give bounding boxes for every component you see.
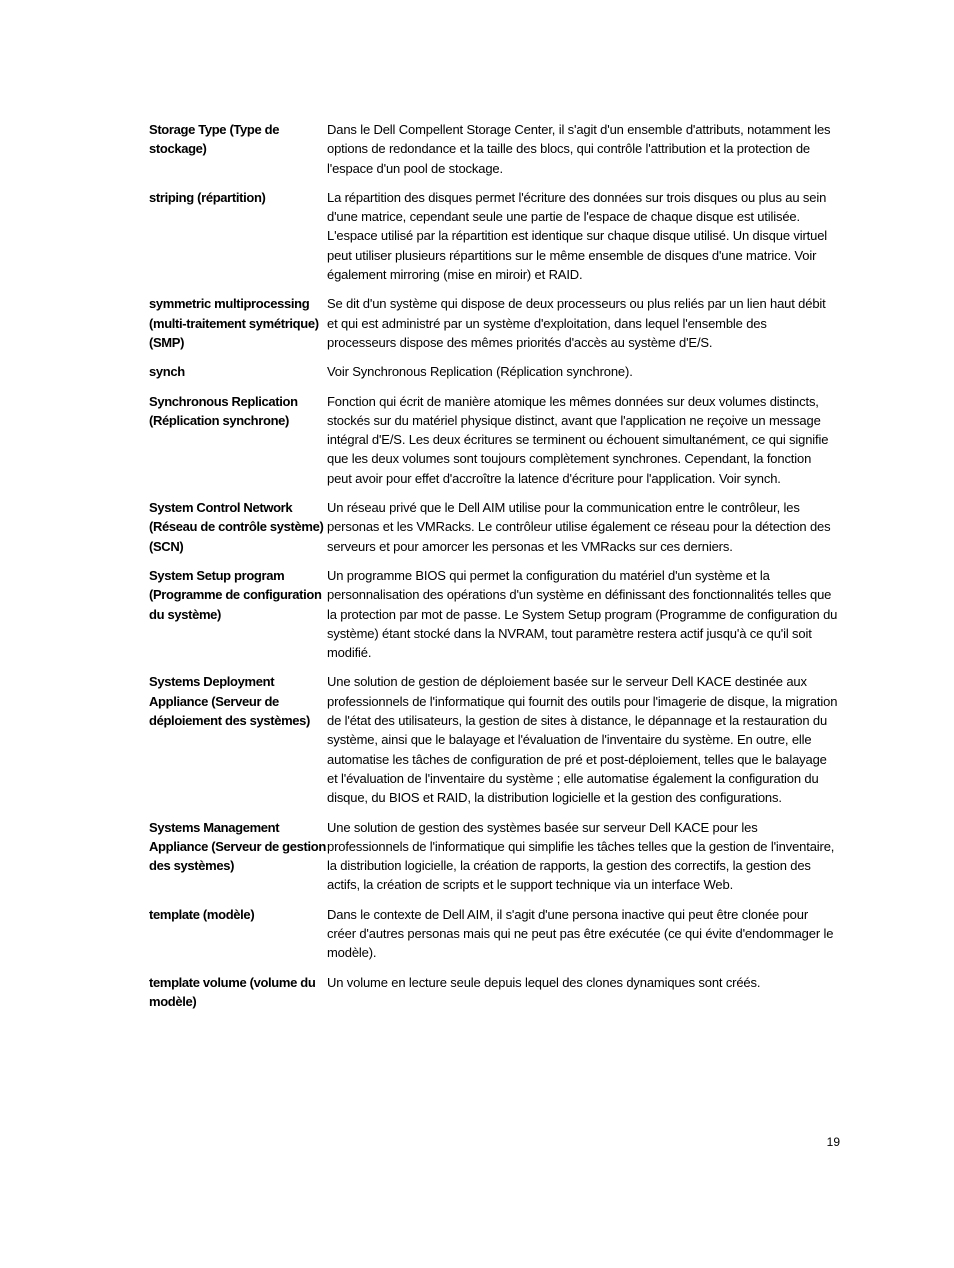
glossary-definition: Se dit d'un système qui dispose de deux processeurs ou plus reliés par un lien haut débit et qui est administré par un système d'exploitation, dans lequel l'ensemble des processeurs dispose des mêmes priorités d'accès au système d'E/S. [327, 296, 826, 350]
glossary-definition: Un réseau privé que le Dell AIM utilise pour la communication entre le contrôleur, les personas et les VMRacks. Le contrôleur utilise également ce réseau pour la détection des serveurs et pour amorcer les personas et les VMRacks sur ces derniers. [327, 500, 831, 554]
glossary-entry-smp [149, 294, 839, 352]
glossary-entry-systems-management-appliance [149, 818, 839, 895]
glossary-definition: Une solution de gestion de déploiement basée sur le serveur Dell KACE destinée aux professionnels de l'informatique qui fournit des outils pour l'imagerie de disque, la migration de l'état des utilisateurs, la gestion de sites à distance, le dépannage et la restauration du système, ainsi que le balayage et l'évaluation de l'inventaire du système. En outre, elle automatise les tâches de configuration de pré et post-déploiement, telles que le balayage et l'évaluation de l'inventaire du système ; elle automatise également la configuration du disque, du BIOS et RAID, la distribution logicielle et la gestion des configurations. [327, 674, 838, 806]
glossary-definition: Un volume en lecture seule depuis lequel des clones dynamiques sont créés. [327, 974, 761, 990]
glossary-entry-synchronous-replication [149, 392, 839, 488]
page-number: 19 [826, 1135, 840, 1149]
glossary-term: System Control Network (Réseau de contrôle système) (SCN) [149, 500, 324, 554]
glossary-entry-template-volume [149, 973, 839, 1012]
glossary-definition: La répartition des disques permet l'écriture des données sur trois disques ou plus au sein d'une matrice, cependant seule une partie de l'espace de chaque disque est utilisée. L'espace utilisé par la répartition est identique sur chaque disque utilisé. Un disque virtuel peut utiliser plusieurs répartitions sur le même ensemble de disques d'une matrice. Voir également mirroring (mise en miroir) et RAID. [327, 189, 828, 283]
glossary-list [149, 120, 839, 1021]
glossary-entry-synch [149, 362, 839, 381]
glossary-entry-striping [149, 188, 839, 284]
glossary-definition: Dans le Dell Compellent Storage Center, il s'agit d'un ensemble d'attributs, notamment les options de redondance et la taille des blocs, qui contrôle l'attribution et la protection de l'espace d'un pool de stockage. [327, 122, 831, 176]
glossary-entry-template [149, 905, 839, 963]
glossary-term: synch [149, 364, 185, 380]
glossary-term: Storage Type (Type de stockage) [149, 122, 280, 157]
glossary-term: Systems Management Appliance (Serveur de gestion des systèmes) [149, 819, 326, 874]
glossary-term: template (modèle) [149, 906, 255, 922]
glossary-entry-system-control-network [149, 498, 839, 556]
glossary-definition: Une solution de gestion des systèmes basée sur serveur Dell KACE pour les professionnels de l'informatique qui simplifie les tâches telles que la gestion de l'inventaire, la distribution logicielle, la création de rapports, la gestion des correctifs, la gestion des actifs, la création de scripts et le support technique via un interface Web. [327, 819, 835, 893]
glossary-entry-system-setup-program [149, 566, 839, 662]
glossary-definition: Un programme BIOS qui permet la configuration du matériel d'un système et la personnalisation des opérations d'un système en définissant des fonctionnalités telles que la protection par mot de passe. Le System Setup program (Programme de configuration du système) étant stocké dans la NVRAM, tout paramètre restera actif jusqu'à ce qu'il soit modifié. [327, 567, 838, 661]
glossary-entry-storage-type [149, 120, 839, 178]
glossary-entry-systems-deployment-appliance [149, 672, 839, 807]
glossary-term: System Setup program (Programme de configuration du système) [149, 567, 322, 622]
glossary-term: template volume (volume du modèle) [149, 974, 316, 1009]
glossary-term: Synchronous Replication (Réplication synchrone) [149, 393, 298, 428]
glossary-term: Systems Deployment Appliance (Serveur de déploiement des systèmes) [149, 674, 311, 729]
glossary-definition: Voir Synchronous Replication (Réplication synchrone). [327, 364, 633, 380]
glossary-definition: Dans le contexte de Dell AIM, il s'agit d'une persona inactive qui peut être clonée pour créer d'autres personas mais qui ne peut pas être exécutée (ce qui évite d'endommager le modèle). [327, 906, 834, 961]
glossary-term: striping (répartition) [149, 189, 266, 205]
glossary-definition: Fonction qui écrit de manière atomique les mêmes données sur deux volumes distincts, stockés sur du matériel physique distinct, avant que l'application ne reçoive un message intégral d'E/S. Les deux écritures se terminent ou échouent simultanément, ce qui signifie que les deux volumes sont toujours complètement synchrones. Cependant, la fonction peut avoir pour effet d'accroître la latence d'écriture pour l'application. Voir synch. [327, 393, 829, 486]
glossary-term: symmetric multiprocessing (multi-traitement symétrique) (SMP) [149, 296, 319, 350]
